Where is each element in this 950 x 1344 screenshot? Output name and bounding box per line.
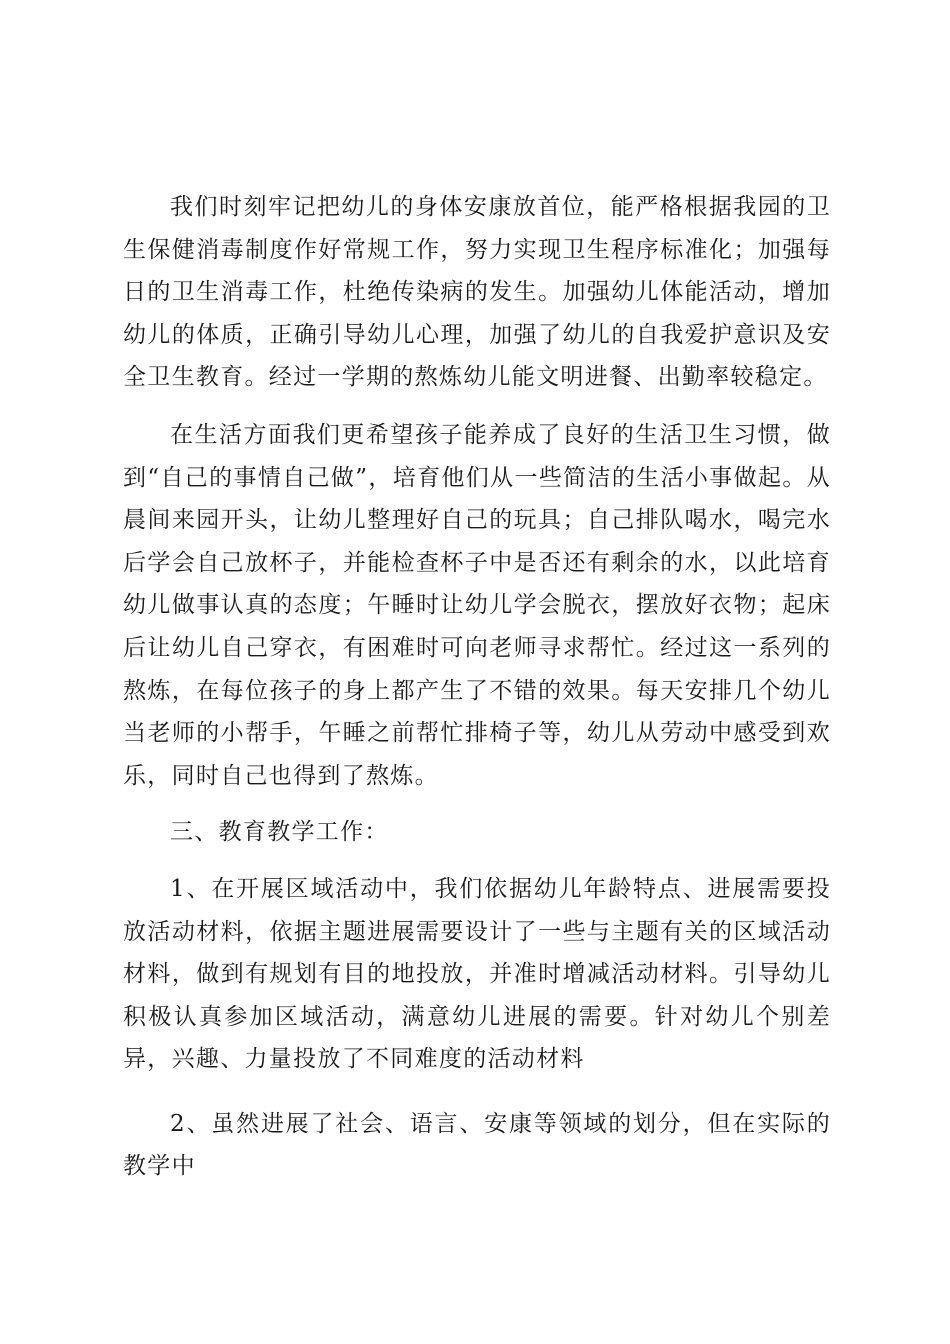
paragraph-health-hygiene: 我们时刻牢记把幼儿的身体安康放首位，能严格根据我园的卫生保健消毒制度作好常规工作，努力实现卫生程序标准化；加强每日的卫生消毒工作，杜绝传染病的发生。加强幼儿体能活动，增加幼儿的体质，正确引导幼儿心理，加强了幼儿的自我爱护意识及安全卫生教育。经过一学期的熬炼幼儿能文明进餐、出勤率较稳定。 <box>123 194 831 391</box>
document-body <box>123 186 831 1188</box>
paragraph-item-1-area-activities: 1、在开展区域活动中，我们依据幼儿年龄特点、进展需要投放活动材料，依据主题进展需要设计了一些与主题有关的区域活动材料，做到有规划有目的地投放，并准时增减活动材料。引导幼儿积极认真参加区域活动，满意幼儿进展的需要。针对幼儿个别差异，兴趣、力量投放了不同难度的活动材料 <box>123 875 831 1073</box>
paragraph-daily-life-habits: 在生活方面我们更希望孩子能养成了良好的生活卫生习惯，做到“自己的事情自己做”，培育他们从一些简洁的生活小事做起。从晨间来园开头，让幼儿整理好自己的玩具；自己排队喝水，喝完水后学会自己放杯子，并能检查杯子中是否还有剩余的水，以此培育幼儿做事认真的态度；午睡时让幼儿学会脱衣，摆放好衣物；起床后让幼儿自己穿衣，有困难时可向老师寻求帮忙。经过这一系列的熬炼，在每位孩子的身上都产生了不错的效果。每天安排几个幼儿当老师的小帮手，午睡之前帮忙排椅子等，幼儿从劳动中感受到欢乐，同时自己也得到了熬炼。 <box>123 421 831 789</box>
section-heading-education-teaching: 三、教育教学工作： <box>170 819 389 846</box>
paragraph-item-2-domains: 2、虽然进展了社会、语言、安康等领域的划分，但在实际的教学中 <box>123 1110 831 1180</box>
